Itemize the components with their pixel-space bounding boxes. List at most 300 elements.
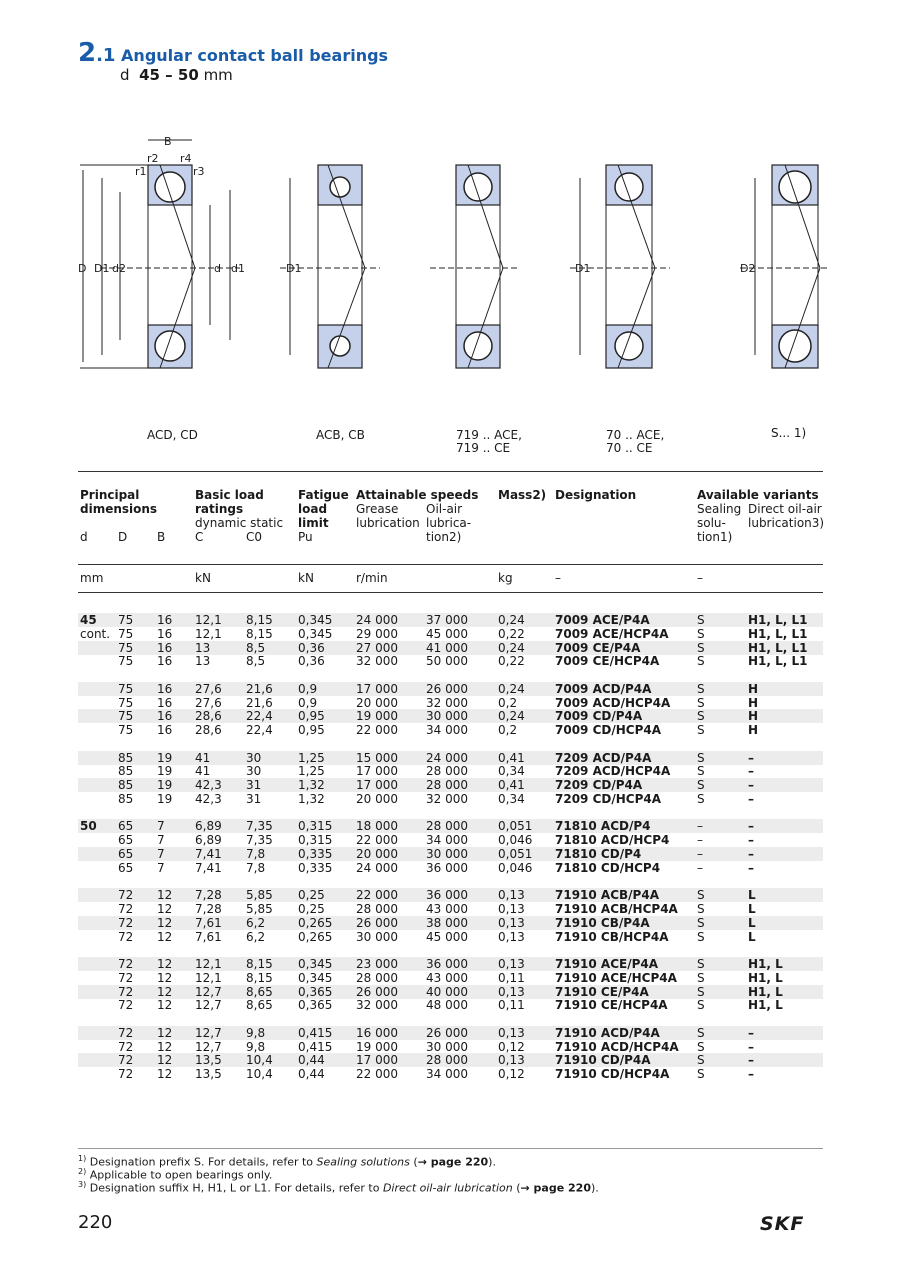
cell-s: S [697,1039,705,1054]
cell-c0: 31 [246,778,262,793]
cell-d: 72 [118,970,134,985]
skf-logo: SKF [760,1213,805,1235]
cell-v: H [748,723,759,738]
cell-o: 36 000 [426,957,468,971]
table-row [78,847,823,861]
cell-c: 13,5 [195,1053,222,1068]
cell-pu: 1,25 [298,750,325,765]
cell-c: 12,1 [195,626,222,641]
cell-o: 34 000 [426,833,468,848]
cell-d: 75 [118,681,134,696]
cell-g: 26 000 [356,984,398,999]
cell-v: H1, L, L1 [748,640,808,655]
cell-s: S [697,1053,705,1068]
cell-g: 28 000 [356,902,398,916]
cell-b: 19 [157,750,173,765]
cell-b: 7 [157,847,165,861]
cell-o: 45 000 [426,929,468,944]
cell-o: 32 000 [426,695,468,710]
cell-d: 72 [118,1053,134,1068]
section-title [78,38,388,68]
cell-des: 7009 ACE/HCP4A [555,626,669,641]
table-row [78,861,823,875]
cell-m: 0,41 [498,750,525,765]
cell-v: – [748,1067,754,1082]
table-row [78,654,823,668]
table-row [78,957,823,971]
table-row [78,971,823,985]
cell-c: 6,89 [195,819,222,834]
cell-m: 0,13 [498,915,525,930]
cell-c: 12,7 [195,984,222,999]
cell-pu: 0,95 [298,709,325,724]
cell-v: H1, L [748,998,783,1013]
cell-s: – [697,847,703,861]
cell-pu: 0,365 [298,998,333,1013]
cell-o: 38 000 [426,915,468,930]
cell-g: 22 000 [356,1067,398,1082]
cell-g: 16 000 [356,1025,398,1040]
section-subnumber: .1 [96,45,116,66]
header-designation: Designation [555,488,637,502]
cell-s: S [697,888,705,903]
cell-c: 42,3 [195,792,222,806]
cell-pu: 0,315 [298,819,333,834]
header-basic-load: Basic load ratings dynamic static [195,488,284,530]
cell-s: S [697,957,705,971]
cell-des: 7009 CE/HCP4A [555,654,660,669]
cell-v: – [748,778,754,793]
table-row [78,696,823,710]
cell-b: 16 [157,695,173,710]
dim-r2: r2 [147,152,159,165]
cell-c0: 8,15 [246,957,273,971]
header-mass: Mass2) [498,488,547,502]
cell-pu: 0,9 [298,695,318,710]
cell-c: 41 [195,750,211,765]
cell-des: 71910 CE/HCP4A [555,998,668,1013]
cell-g: 17 000 [356,681,398,696]
cell-des: 71910 CE/P4A [555,984,649,999]
cell-s: S [697,778,705,793]
sym-D: D [118,530,128,544]
cell-pu: 0,345 [298,613,333,627]
cell-g: 22 000 [356,833,398,848]
cell-c0: 30 [246,764,262,779]
cell-c0: 31 [246,792,262,806]
cell-b: 12 [157,1025,173,1040]
cell-c0: 6,2 [246,929,266,944]
cell-c0: 22,4 [246,709,273,724]
cell-c: 27,6 [195,695,222,710]
header-principal: Principal dimensions [80,488,158,516]
cell-d: 65 [118,847,134,861]
cell-c: 12,1 [195,957,222,971]
cell-des: 7209 CD/HCP4A [555,792,662,806]
cell-des: 7009 CD/P4A [555,709,643,724]
cell-o: 48 000 [426,998,468,1013]
cell-c0: 7,8 [246,860,266,875]
cell-b: 12 [157,1039,173,1054]
dim-D1: D1 [94,262,110,275]
cell-m: 0,13 [498,957,525,971]
cell-c: 28,6 [195,709,222,724]
cell-des: 7009 CD/HCP4A [555,723,662,738]
cell-s: S [697,902,705,916]
cell-s: S [697,681,705,696]
cell-pu: 0,315 [298,833,333,848]
cell-c: 12,1 [195,970,222,985]
cell-c: 12,7 [195,998,222,1013]
cell-m: 0,13 [498,984,525,999]
cell-g: 18 000 [356,819,398,834]
table-row [78,930,823,944]
dim-D1-acb: D1 [286,262,302,275]
cell-pu: 0,415 [298,1025,333,1040]
cell-o: 41 000 [426,640,468,655]
cell-d: 72 [118,915,134,930]
cell-g: 17 000 [356,1053,398,1068]
unit-variants: – [697,571,703,585]
cell-m: 0,046 [498,860,533,875]
cell-des: 71910 CD/HCP4A [555,1067,670,1082]
cell-c0: 5,85 [246,888,273,903]
section-number: 2 [78,38,97,68]
cell-pu: 0,44 [298,1053,325,1068]
cell-d: 75 [118,709,134,724]
cell-b: 7 [157,833,165,848]
cell-m: 0,12 [498,1067,525,1082]
sym-d: d [80,530,88,544]
cell-c: 12,7 [195,1025,222,1040]
table-row [78,751,823,765]
dim-r4: r4 [180,152,192,165]
cell-v: – [748,819,754,834]
cell-o: 50 000 [426,654,468,669]
cell-s: S [697,626,705,641]
cell-c0: 7,8 [246,847,266,861]
cell-m: 0,34 [498,764,525,779]
cell-b: 16 [157,613,173,627]
cell-b: 19 [157,778,173,793]
table-row [78,916,823,930]
cell-des: 7009 ACE/P4A [555,613,650,627]
header-oilair: Oil-air lubrica- tion2) [426,502,472,544]
cell-c: 12,1 [195,613,222,627]
cell-d: 75 [118,723,134,738]
cell-d: 72 [118,957,134,971]
cell-o: 28 000 [426,764,468,779]
cell-b: 19 [157,792,173,806]
cell-pu: 0,335 [298,860,333,875]
cell-b: 12 [157,1053,173,1068]
header-rule [78,564,823,565]
dim-D: D [78,262,87,275]
cell-b: 7 [157,860,165,875]
d-label: d [120,66,130,84]
cell-s: S [697,792,705,806]
table-row [78,613,823,627]
cell-d: cont. [80,626,111,641]
cell-m: 0,051 [498,847,533,861]
cell-des: 71910 CD/P4A [555,1053,651,1068]
cell-c: 7,28 [195,888,222,903]
cell-o: 36 000 [426,888,468,903]
cell-v: – [748,750,754,765]
cell-s: S [697,915,705,930]
cell-d: 85 [118,750,134,765]
cell-v: – [748,847,754,861]
cell-d: 75 [118,640,134,655]
cell-des: 71910 ACB/HCP4A [555,902,678,916]
cell-c: 7,41 [195,847,222,861]
cell-c: 7,61 [195,915,222,930]
cell-b: 12 [157,970,173,985]
cell-d: 45 [80,613,97,627]
cell-pu: 0,345 [298,626,333,641]
cell-b: 12 [157,998,173,1013]
cell-pu: 0,335 [298,847,333,861]
cell-pu: 0,95 [298,723,325,738]
cell-s: S [697,1025,705,1040]
cell-c0: 8,15 [246,970,273,985]
cell-d: 75 [118,626,134,641]
cell-d: 72 [118,984,134,999]
cell-d: 85 [118,764,134,779]
table-row [78,1026,823,1040]
table-row [78,709,823,723]
footnote-rule [78,1148,823,1149]
sym-C: C [195,530,204,544]
cell-d: 72 [118,888,134,903]
cell-g: 19 000 [356,1039,398,1054]
caption-719-ce: 719 .. CE [456,441,511,455]
cell-d: 85 [118,792,134,806]
cell-g: 20 000 [356,847,398,861]
cell-pu: 0,25 [298,888,325,903]
cell-des: 71810 CD/P4 [555,847,642,861]
table-row [78,1053,823,1067]
cell-v: H1, L, L1 [748,654,808,669]
cell-b: 16 [157,681,173,696]
footnote-1: $^{1)}$ Designation prefix S. For details, refer to Sealing solutions (→ page 220). [78,1154,496,1169]
cell-des: 71910 CB/HCP4A [555,929,669,944]
cell-c: 6,89 [195,833,222,848]
table-row [78,641,823,655]
cell-v: H1, L [748,970,783,985]
cell-c: 7,61 [195,929,222,944]
cell-s: S [697,929,705,944]
caption-70-ace: 70 .. ACE, [606,428,665,442]
cell-v: H [748,681,759,696]
cell-o: 34 000 [426,723,468,738]
cell-d: 85 [118,778,134,793]
cell-o: 28 000 [426,1053,468,1068]
cell-b: 12 [157,929,173,944]
cell-o: 26 000 [426,1025,468,1040]
sym-C0: C0 [246,530,263,544]
cell-c: 27,6 [195,681,222,696]
cell-m: 0,24 [498,613,525,627]
cell-c: 13 [195,654,211,669]
cell-v: H1, L [748,984,783,999]
cell-s: S [697,613,705,627]
cell-v: H1, L, L1 [748,613,808,627]
cell-b: 16 [157,709,173,724]
cell-m: 0,13 [498,1025,525,1040]
cell-c0: 8,5 [246,640,266,655]
cell-v: L [748,888,756,903]
cell-c0: 8,65 [246,998,273,1013]
cell-d: 65 [118,833,134,848]
cell-des: 71910 ACD/P4A [555,1025,660,1040]
cell-des: 71910 ACE/P4A [555,957,659,971]
cell-pu: 0,265 [298,915,333,930]
table-row [78,902,823,916]
cell-m: 0,051 [498,819,533,834]
cell-v: – [748,860,754,875]
header-direct-oilair: Direct oil-air lubrication3) [748,502,825,530]
cell-des: 7209 CD/P4A [555,778,643,793]
cell-o: 26 000 [426,681,468,696]
cell-c0: 22,4 [246,723,273,738]
cell-o: 32 000 [426,792,468,806]
table-row [78,1067,823,1081]
cell-des: 7209 ACD/HCP4A [555,764,671,779]
cell-b: 12 [157,1067,173,1082]
cell-g: 22 000 [356,888,398,903]
unit-kg: kg [498,571,513,585]
cell-c0: 8,5 [246,654,266,669]
table-row [78,682,823,696]
size-range [120,66,233,84]
cell-g: 20 000 [356,695,398,710]
cell-d: 75 [118,695,134,710]
cell-o: 30 000 [426,847,468,861]
cell-g: 32 000 [356,998,398,1013]
table-row [78,778,823,792]
cell-s: – [697,833,703,848]
cell-o: 30 000 [426,1039,468,1054]
cell-b: 12 [157,902,173,916]
header-grease: Grease lubrication [356,502,420,530]
cell-m: 0,11 [498,998,525,1013]
footnote-3: $^{3)}$ Designation suffix H, H1, L or L1. For details, refer to Direct oil-air lubrication (→ page 220). [78,1180,599,1195]
cell-c0: 8,15 [246,626,273,641]
cell-g: 24 000 [356,613,398,627]
cell-m: 0,046 [498,833,533,848]
cell-pu: 1,32 [298,778,325,793]
cell-v: H1, L [748,957,783,971]
cell-d: 75 [118,654,134,669]
cell-s: S [697,640,705,655]
cell-c0: 21,6 [246,695,273,710]
cell-s: S [697,984,705,999]
cell-c: 7,28 [195,902,222,916]
cell-pu: 0,36 [298,640,325,655]
cell-v: – [748,764,754,779]
cell-s: S [697,998,705,1013]
cell-d: 72 [118,929,134,944]
cell-b: 12 [157,957,173,971]
dim-B: B [164,135,172,148]
cell-g: 19 000 [356,709,398,724]
cell-c0: 7,35 [246,833,273,848]
cell-des: 7209 ACD/P4A [555,750,652,765]
cell-o: 43 000 [426,970,468,985]
cell-o: 40 000 [426,984,468,999]
cell-m: 0,24 [498,640,525,655]
cell-des: 71810 ACD/HCP4 [555,833,670,848]
cell-m: 0,13 [498,888,525,903]
cell-d: 72 [118,1025,134,1040]
cell-c0: 9,8 [246,1039,266,1054]
cell-g: 24 000 [356,860,398,875]
cell-c0: 9,8 [246,1025,266,1040]
unit-designation: – [555,571,561,585]
cell-c0: 8,65 [246,984,273,999]
cell-o: 30 000 [426,709,468,724]
cell-s: S [697,723,705,738]
cell-b: 16 [157,626,173,641]
section-title-text: Angular contact ball bearings [121,46,389,65]
dim-d1: d1 [231,262,245,275]
sym-B: B [157,530,166,544]
cell-pu: 0,365 [298,984,333,999]
cell-g: 20 000 [356,792,398,806]
cell-m: 0,12 [498,1039,525,1054]
cell-g: 32 000 [356,654,398,669]
table-row [78,627,823,641]
cell-v: H [748,709,759,724]
cell-o: 28 000 [426,819,468,834]
cell-des: 71910 ACD/HCP4A [555,1039,679,1054]
cell-v: – [748,1039,754,1054]
bearing-drawing-acd-cd [80,140,240,368]
d-unit: mm [203,66,233,84]
cell-b: 12 [157,984,173,999]
table-row [78,998,823,1012]
caption-70-ce: 70 .. CE [606,441,653,455]
cell-c0: 10,4 [246,1067,273,1082]
cell-d: 72 [118,902,134,916]
cell-b: 12 [157,915,173,930]
cell-c0: 8,15 [246,613,273,627]
cell-m: 0,34 [498,792,525,806]
cell-pu: 0,345 [298,957,333,971]
cell-g: 28 000 [356,970,398,985]
cell-c: 28,6 [195,723,222,738]
cell-c: 41 [195,764,211,779]
header-variants: Available variants [697,488,819,502]
header-attainable: Attainable speeds [356,488,479,502]
cell-o: 28 000 [426,778,468,793]
cell-des: 7009 CE/P4A [555,640,641,655]
cell-pu: 1,32 [298,792,325,806]
cell-m: 0,2 [498,723,518,738]
unit-kn-fatigue: kN [298,571,314,585]
cell-des: 71910 ACB/P4A [555,888,659,903]
cell-c0: 5,85 [246,902,273,916]
cell-d: 72 [118,1039,134,1054]
cell-m: 0,11 [498,970,525,985]
header-fatigue: Fatigue load limit [298,488,349,530]
table-row [78,723,823,737]
cell-b: 16 [157,640,173,655]
table-row [78,985,823,999]
cell-m: 0,2 [498,695,518,710]
cell-m: 0,22 [498,654,525,669]
